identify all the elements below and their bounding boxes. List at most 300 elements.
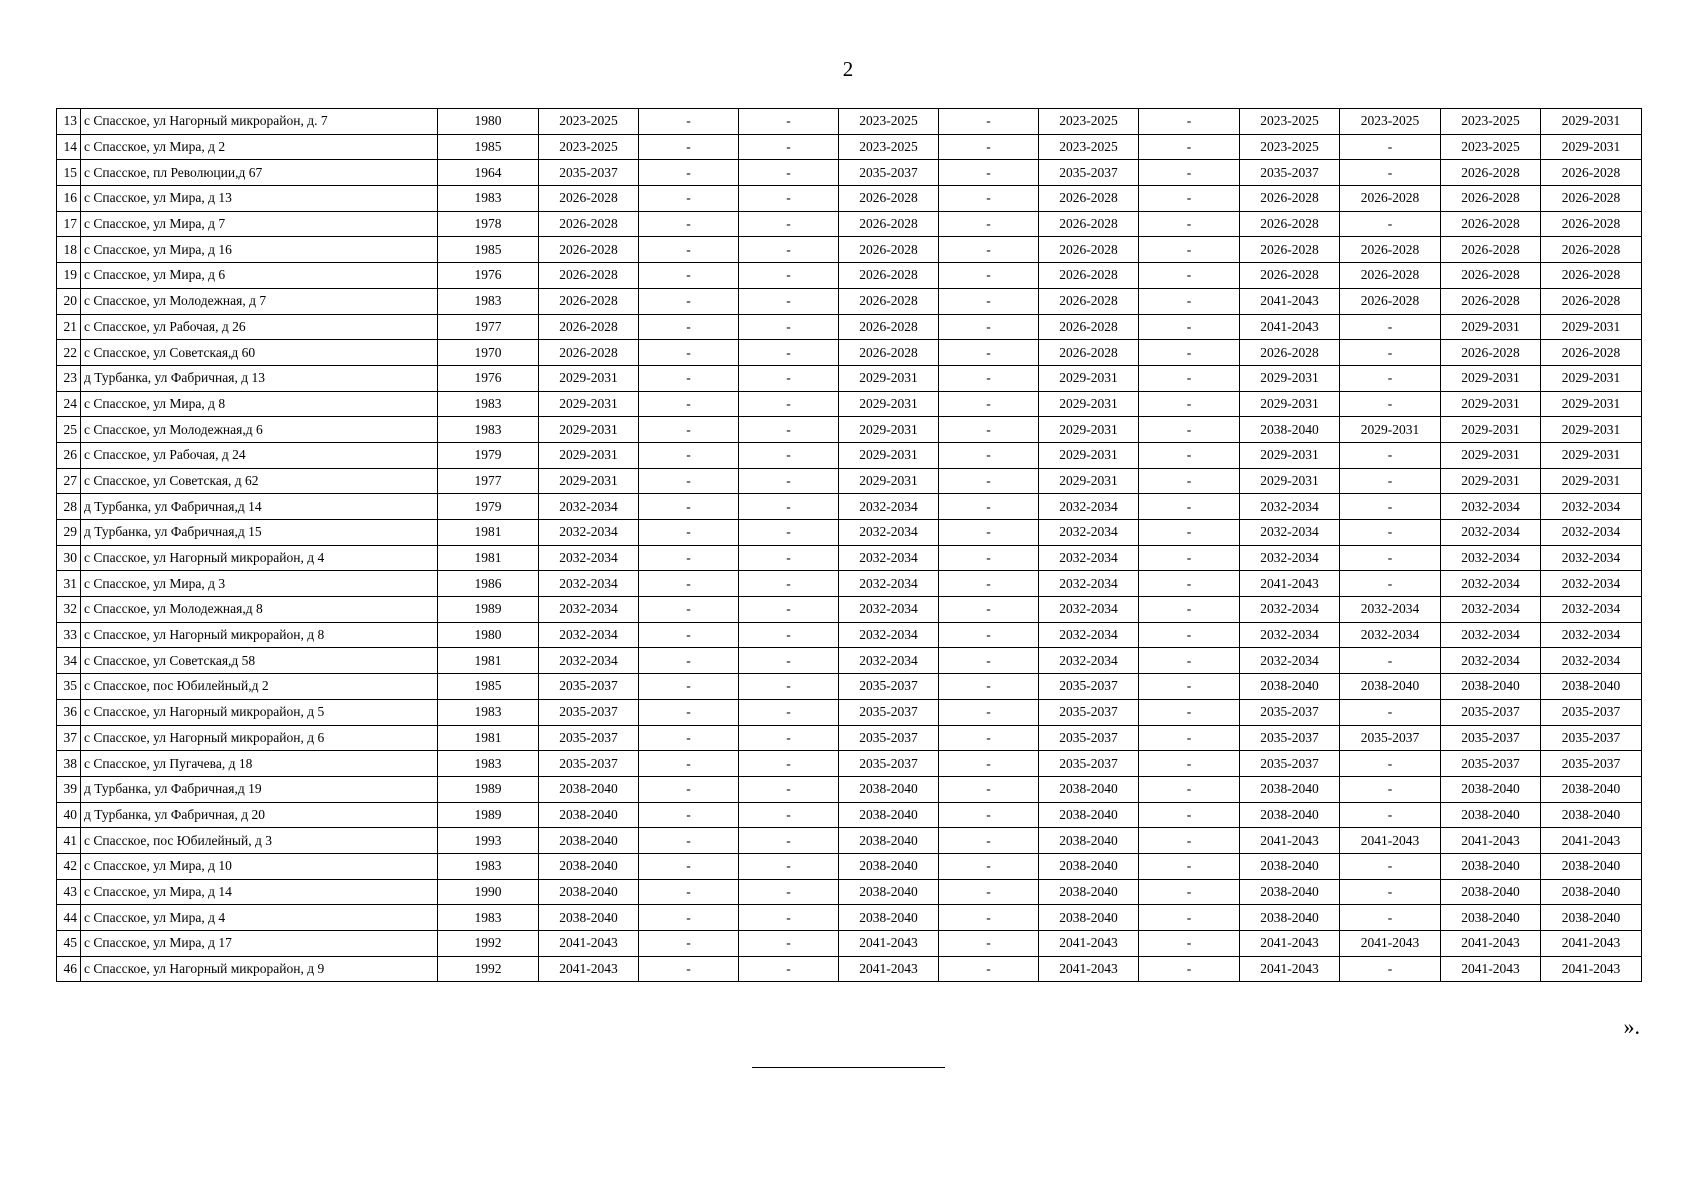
period-cell: 2026-2028 <box>1441 186 1541 212</box>
table-row <box>57 853 1642 879</box>
period-cell: - <box>639 520 739 546</box>
year-cell: 1976 <box>438 263 539 289</box>
year-cell: 1983 <box>438 288 539 314</box>
period-cell: - <box>639 186 739 212</box>
period-cell: 2038-2040 <box>539 828 639 854</box>
year-cell: 1976 <box>438 365 539 391</box>
table-row <box>57 622 1642 648</box>
row-number: 17 <box>57 211 81 237</box>
period-cell: 2032-2034 <box>1240 597 1340 623</box>
period-cell: - <box>639 956 739 982</box>
period-cell: - <box>639 288 739 314</box>
year-cell: 1989 <box>438 776 539 802</box>
period-cell: 2032-2034 <box>1441 648 1541 674</box>
period-cell: 2026-2028 <box>1541 237 1642 263</box>
period-cell: - <box>739 340 839 366</box>
period-cell: 2032-2034 <box>839 622 939 648</box>
year-cell: 1980 <box>438 109 539 135</box>
period-cell: 2032-2034 <box>1541 494 1642 520</box>
period-cell: 2035-2037 <box>839 674 939 700</box>
period-cell: 2038-2040 <box>1541 802 1642 828</box>
period-cell: - <box>639 211 739 237</box>
period-cell: - <box>739 699 839 725</box>
period-cell: 2041-2043 <box>1039 956 1139 982</box>
period-cell: 2026-2028 <box>1541 211 1642 237</box>
period-cell: - <box>1340 468 1441 494</box>
period-cell: 2038-2040 <box>539 879 639 905</box>
period-cell: 2023-2025 <box>839 109 939 135</box>
period-cell: - <box>1340 751 1441 777</box>
period-cell: - <box>939 468 1039 494</box>
period-cell: - <box>739 597 839 623</box>
period-cell: - <box>939 853 1039 879</box>
address-cell: с Спасское, ул Мира, д 4 <box>81 905 438 931</box>
period-cell: - <box>639 109 739 135</box>
period-cell: 2038-2040 <box>1441 776 1541 802</box>
period-cell: - <box>939 828 1039 854</box>
period-cell: - <box>1139 314 1240 340</box>
table-row <box>57 931 1642 957</box>
period-cell: 2023-2025 <box>1441 134 1541 160</box>
period-cell: - <box>639 597 739 623</box>
period-cell: - <box>1139 365 1240 391</box>
period-cell: 2029-2031 <box>1541 314 1642 340</box>
year-cell: 1993 <box>438 828 539 854</box>
address-cell: с Спасское, ул Мира, д 6 <box>81 263 438 289</box>
period-cell: - <box>939 494 1039 520</box>
period-cell: - <box>639 340 739 366</box>
period-cell: - <box>739 751 839 777</box>
period-cell: 2041-2043 <box>539 931 639 957</box>
period-cell: 2032-2034 <box>539 571 639 597</box>
period-cell: 2038-2040 <box>1039 802 1139 828</box>
year-cell: 1983 <box>438 751 539 777</box>
period-cell: 2026-2028 <box>1340 288 1441 314</box>
period-cell: 2026-2028 <box>539 237 639 263</box>
period-cell: 2026-2028 <box>1441 263 1541 289</box>
period-cell: 2032-2034 <box>839 597 939 623</box>
period-cell: 2029-2031 <box>539 365 639 391</box>
period-cell: - <box>939 751 1039 777</box>
period-cell: - <box>1139 751 1240 777</box>
period-cell: 2038-2040 <box>1441 905 1541 931</box>
period-cell: 2029-2031 <box>1240 365 1340 391</box>
address-cell: с Спасское, ул Мира, д 13 <box>81 186 438 212</box>
period-cell: - <box>1139 622 1240 648</box>
period-cell: 2032-2034 <box>1039 571 1139 597</box>
period-cell: 2032-2034 <box>1441 571 1541 597</box>
row-number: 14 <box>57 134 81 160</box>
period-cell: 2032-2034 <box>1240 494 1340 520</box>
period-cell: 2029-2031 <box>1240 391 1340 417</box>
period-cell: - <box>639 674 739 700</box>
period-cell: - <box>939 674 1039 700</box>
address-cell: с Спасское, пл Революции,д 67 <box>81 160 438 186</box>
period-cell: 2023-2025 <box>1340 109 1441 135</box>
period-cell: - <box>639 545 739 571</box>
period-cell: - <box>939 725 1039 751</box>
period-cell: 2041-2043 <box>839 931 939 957</box>
period-cell: 2038-2040 <box>539 776 639 802</box>
period-cell: - <box>639 391 739 417</box>
address-cell: с Спасское, ул Мира, д 10 <box>81 853 438 879</box>
period-cell: 2038-2040 <box>1541 853 1642 879</box>
period-cell: 2026-2028 <box>1039 288 1139 314</box>
period-cell: 2029-2031 <box>1039 417 1139 443</box>
period-cell: 2032-2034 <box>1039 648 1139 674</box>
period-cell: - <box>739 674 839 700</box>
period-cell: 2029-2031 <box>1541 442 1642 468</box>
period-cell: 2026-2028 <box>839 237 939 263</box>
period-cell: - <box>939 648 1039 674</box>
period-cell: 2029-2031 <box>1541 134 1642 160</box>
period-cell: 2038-2040 <box>1441 674 1541 700</box>
year-cell: 1983 <box>438 853 539 879</box>
period-cell: - <box>939 931 1039 957</box>
period-cell: - <box>1340 905 1441 931</box>
year-cell: 1981 <box>438 725 539 751</box>
address-cell: с Спасское, ул Мира, д 3 <box>81 571 438 597</box>
row-number: 19 <box>57 263 81 289</box>
period-cell: - <box>739 109 839 135</box>
period-cell: - <box>739 417 839 443</box>
address-cell: с Спасское, ул Нагорный микрорайон, д 6 <box>81 725 438 751</box>
period-cell: - <box>639 828 739 854</box>
period-cell: - <box>739 314 839 340</box>
period-cell: 2038-2040 <box>1039 776 1139 802</box>
page-number: 2 <box>842 57 854 81</box>
period-cell: - <box>1340 956 1441 982</box>
period-cell: - <box>639 468 739 494</box>
period-cell: 2026-2028 <box>539 340 639 366</box>
period-cell: - <box>639 931 739 957</box>
footer-rule <box>752 1067 945 1068</box>
period-cell: 2035-2037 <box>1039 725 1139 751</box>
period-cell: 2026-2028 <box>1340 186 1441 212</box>
period-cell: 2032-2034 <box>839 494 939 520</box>
period-cell: 2032-2034 <box>839 571 939 597</box>
period-cell: 2041-2043 <box>1541 828 1642 854</box>
period-cell: 2026-2028 <box>839 263 939 289</box>
period-cell: 2035-2037 <box>539 751 639 777</box>
address-cell: с Спасское, ул Молодежная, д 7 <box>81 288 438 314</box>
period-cell: 2026-2028 <box>1541 263 1642 289</box>
table-row <box>57 905 1642 931</box>
period-cell: 2038-2040 <box>1039 879 1139 905</box>
period-cell: - <box>739 571 839 597</box>
period-cell: 2026-2028 <box>1039 237 1139 263</box>
year-cell: 1983 <box>438 391 539 417</box>
period-cell: - <box>739 442 839 468</box>
row-number: 22 <box>57 340 81 366</box>
period-cell: - <box>739 545 839 571</box>
period-cell: 2026-2028 <box>1240 340 1340 366</box>
table-row <box>57 648 1642 674</box>
row-number: 16 <box>57 186 81 212</box>
period-cell: 2026-2028 <box>839 288 939 314</box>
period-cell: 2038-2040 <box>1039 828 1139 854</box>
period-cell: 2035-2037 <box>1240 751 1340 777</box>
period-cell: 2032-2034 <box>539 622 639 648</box>
period-cell: 2032-2034 <box>1240 622 1340 648</box>
period-cell: - <box>1139 442 1240 468</box>
year-cell: 1983 <box>438 699 539 725</box>
period-cell: - <box>739 802 839 828</box>
period-cell: - <box>1139 109 1240 135</box>
row-number: 33 <box>57 622 81 648</box>
period-cell: 2026-2028 <box>539 211 639 237</box>
table-row <box>57 314 1642 340</box>
period-cell: 2026-2028 <box>1240 263 1340 289</box>
period-cell: 2038-2040 <box>539 853 639 879</box>
address-cell: д Турбанка, ул Фабричная,д 19 <box>81 776 438 802</box>
row-number: 13 <box>57 109 81 135</box>
period-cell: - <box>939 288 1039 314</box>
year-cell: 1980 <box>438 622 539 648</box>
period-cell: - <box>939 776 1039 802</box>
address-cell: с Спасское, пос Юбилейный,д 2 <box>81 674 438 700</box>
period-cell: 2035-2037 <box>839 160 939 186</box>
period-cell: 2026-2028 <box>1240 211 1340 237</box>
period-cell: - <box>739 879 839 905</box>
period-cell: - <box>639 648 739 674</box>
period-cell: 2029-2031 <box>1441 365 1541 391</box>
period-cell: 2041-2043 <box>1541 931 1642 957</box>
row-number: 34 <box>57 648 81 674</box>
period-cell: 2038-2040 <box>1541 776 1642 802</box>
period-cell: - <box>939 520 1039 546</box>
row-number: 24 <box>57 391 81 417</box>
period-cell: 2032-2034 <box>1039 494 1139 520</box>
table-row <box>57 468 1642 494</box>
period-cell: 2026-2028 <box>1039 340 1139 366</box>
period-cell: - <box>939 365 1039 391</box>
period-cell: - <box>639 879 739 905</box>
period-cell: 2029-2031 <box>1441 391 1541 417</box>
period-cell: 2032-2034 <box>1441 622 1541 648</box>
period-cell: - <box>1139 391 1240 417</box>
year-cell: 1985 <box>438 134 539 160</box>
period-cell: - <box>1139 263 1240 289</box>
period-cell: 2032-2034 <box>1541 545 1642 571</box>
table-row <box>57 545 1642 571</box>
period-cell: 2029-2031 <box>539 468 639 494</box>
period-cell: - <box>939 699 1039 725</box>
period-cell: - <box>939 571 1039 597</box>
period-cell: 2026-2028 <box>1039 186 1139 212</box>
period-cell: 2032-2034 <box>1441 520 1541 546</box>
period-cell: 2038-2040 <box>839 853 939 879</box>
period-cell: - <box>1340 211 1441 237</box>
period-cell: 2029-2031 <box>539 417 639 443</box>
period-cell: - <box>1340 571 1441 597</box>
period-cell: - <box>939 109 1039 135</box>
period-cell: - <box>1139 237 1240 263</box>
year-cell: 1964 <box>438 160 539 186</box>
table-row <box>57 494 1642 520</box>
period-cell: 2026-2028 <box>1441 340 1541 366</box>
period-cell: 2026-2028 <box>839 186 939 212</box>
period-cell: 2038-2040 <box>1039 905 1139 931</box>
period-cell: 2032-2034 <box>1441 597 1541 623</box>
year-cell: 1992 <box>438 956 539 982</box>
period-cell: - <box>1139 905 1240 931</box>
period-cell: 2041-2043 <box>1039 931 1139 957</box>
period-cell: 2026-2028 <box>539 314 639 340</box>
period-cell: 2032-2034 <box>539 494 639 520</box>
year-cell: 1981 <box>438 520 539 546</box>
period-cell: 2032-2034 <box>839 648 939 674</box>
period-cell: - <box>639 725 739 751</box>
period-cell: 2023-2025 <box>1240 109 1340 135</box>
period-cell: - <box>639 442 739 468</box>
address-cell: с Спасское, ул Пугачева, д 18 <box>81 751 438 777</box>
period-cell: 2041-2043 <box>1441 931 1541 957</box>
period-cell: 2032-2034 <box>1039 545 1139 571</box>
period-cell: 2032-2034 <box>539 545 639 571</box>
period-cell: - <box>1340 160 1441 186</box>
period-cell: - <box>1139 417 1240 443</box>
period-cell: - <box>1139 828 1240 854</box>
period-cell: 2026-2028 <box>539 263 639 289</box>
period-cell: 2029-2031 <box>1240 468 1340 494</box>
period-cell: 2029-2031 <box>839 391 939 417</box>
period-cell: 2038-2040 <box>1541 674 1642 700</box>
period-cell: 2035-2037 <box>539 674 639 700</box>
period-cell: - <box>1139 340 1240 366</box>
period-cell: 2035-2037 <box>839 699 939 725</box>
period-cell: - <box>1139 776 1240 802</box>
period-cell: 2032-2034 <box>1441 545 1541 571</box>
address-cell: с Спасское, ул Мира, д 7 <box>81 211 438 237</box>
table-row <box>57 520 1642 546</box>
period-cell: - <box>1340 648 1441 674</box>
period-cell: - <box>639 160 739 186</box>
period-cell: - <box>1139 160 1240 186</box>
period-cell: - <box>639 134 739 160</box>
address-cell: с Спасское, пос Юбилейный, д 3 <box>81 828 438 854</box>
period-cell: 2026-2028 <box>1039 314 1139 340</box>
year-cell: 1985 <box>438 674 539 700</box>
closing-quote-mark: ». <box>1623 1014 1640 1039</box>
period-cell: 2035-2037 <box>1039 699 1139 725</box>
period-cell: - <box>639 751 739 777</box>
period-cell: 2032-2034 <box>1039 520 1139 546</box>
period-cell: 2035-2037 <box>1541 699 1642 725</box>
period-cell: 2023-2025 <box>1240 134 1340 160</box>
period-cell: 2032-2034 <box>1541 520 1642 546</box>
period-cell: 2038-2040 <box>1541 905 1642 931</box>
period-cell: - <box>1139 674 1240 700</box>
address-cell: с Спасское, ул Рабочая, д 26 <box>81 314 438 340</box>
period-cell: 2032-2034 <box>839 545 939 571</box>
row-number: 30 <box>57 545 81 571</box>
period-cell: - <box>1340 853 1441 879</box>
period-cell: 2038-2040 <box>839 905 939 931</box>
table-row <box>57 186 1642 212</box>
period-cell: 2041-2043 <box>1340 931 1441 957</box>
address-cell: с Спасское, ул Нагорный микрорайон, д 4 <box>81 545 438 571</box>
year-cell: 1986 <box>438 571 539 597</box>
period-cell: - <box>1340 699 1441 725</box>
table-row <box>57 699 1642 725</box>
address-cell: д Турбанка, ул Фабричная,д 14 <box>81 494 438 520</box>
period-cell: - <box>739 237 839 263</box>
period-cell: - <box>1139 134 1240 160</box>
period-cell: 2041-2043 <box>1240 288 1340 314</box>
period-cell: 2026-2028 <box>539 186 639 212</box>
table-row <box>57 597 1642 623</box>
year-cell: 1977 <box>438 314 539 340</box>
period-cell: 2023-2025 <box>539 109 639 135</box>
period-cell: 2029-2031 <box>1541 468 1642 494</box>
address-cell: с Спасское, ул Советская,д 60 <box>81 340 438 366</box>
period-cell: - <box>739 186 839 212</box>
period-cell: 2038-2040 <box>839 776 939 802</box>
table-row <box>57 571 1642 597</box>
period-cell: - <box>1139 648 1240 674</box>
period-cell: - <box>1340 776 1441 802</box>
period-cell: 2035-2037 <box>539 160 639 186</box>
year-cell: 1990 <box>438 879 539 905</box>
table-row <box>57 365 1642 391</box>
period-cell: - <box>739 828 839 854</box>
period-cell: 2038-2040 <box>839 828 939 854</box>
period-cell: - <box>939 442 1039 468</box>
period-cell: 2029-2031 <box>1541 391 1642 417</box>
year-cell: 1983 <box>438 905 539 931</box>
period-cell: - <box>1139 725 1240 751</box>
period-cell: - <box>639 417 739 443</box>
period-cell: 2029-2031 <box>1541 417 1642 443</box>
period-cell: 2032-2034 <box>1240 648 1340 674</box>
period-cell: 2038-2040 <box>1240 776 1340 802</box>
address-cell: с Спасское, ул Мира, д 16 <box>81 237 438 263</box>
year-cell: 1979 <box>438 442 539 468</box>
period-cell: 2029-2031 <box>839 442 939 468</box>
period-cell: - <box>939 263 1039 289</box>
period-cell: 2023-2025 <box>1039 134 1139 160</box>
period-cell: - <box>939 237 1039 263</box>
period-cell: - <box>1340 391 1441 417</box>
table-row <box>57 237 1642 263</box>
row-number: 35 <box>57 674 81 700</box>
table-row <box>57 340 1642 366</box>
period-cell: 2041-2043 <box>1340 828 1441 854</box>
period-cell: 2026-2028 <box>539 288 639 314</box>
period-cell: 2035-2037 <box>1441 751 1541 777</box>
period-cell: - <box>939 186 1039 212</box>
period-cell: 2029-2031 <box>539 442 639 468</box>
period-cell: - <box>1139 802 1240 828</box>
table-row <box>57 879 1642 905</box>
period-cell: 2032-2034 <box>1039 597 1139 623</box>
period-cell: 2029-2031 <box>839 365 939 391</box>
period-cell: 2023-2025 <box>1039 109 1139 135</box>
address-cell: д Турбанка, ул Фабричная, д 20 <box>81 802 438 828</box>
period-cell: - <box>739 391 839 417</box>
address-cell: с Спасское, ул Рабочая, д 24 <box>81 442 438 468</box>
period-cell: - <box>639 365 739 391</box>
period-cell: - <box>1139 211 1240 237</box>
table-row <box>57 391 1642 417</box>
row-number: 25 <box>57 417 81 443</box>
period-cell: - <box>639 699 739 725</box>
period-cell: - <box>1340 442 1441 468</box>
period-cell: - <box>1139 699 1240 725</box>
period-cell: 2029-2031 <box>839 417 939 443</box>
period-cell: 2032-2034 <box>1340 622 1441 648</box>
